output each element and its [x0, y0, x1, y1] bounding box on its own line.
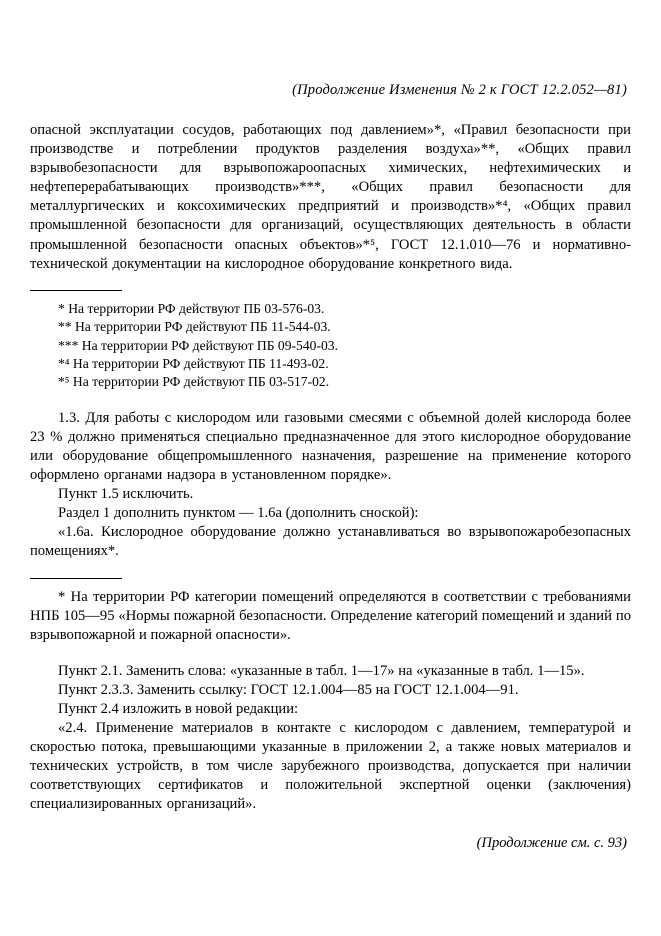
clause-1-3: 1.3. Для работы с кислородом или газовыми смесями с объемной долей кислорода более 23 % должно применяться специально предназначенное для этого кислородное оборудование или оборудование общепромышленного назначения, разрешение на применение которого оформлено органами надзора в установленном порядке».	[30, 409, 631, 484]
clause-2-3-3: Пункт 2.3.3. Заменить ссылку: ГОСТ 12.1.004—85 на ГОСТ 12.1.004—91.	[58, 681, 519, 698]
footnote-block-2	[30, 588, 631, 645]
footnote-item: * На территории РФ категории помещений определяются в соответствии с требованиями НПБ 105—95 «Нормы пожарной безопасности. Определение категорий помещений и зданий по взрывопожарной и пожарной опасности».	[30, 588, 631, 643]
document-footer: (Продолжение см. с. 93)	[476, 834, 627, 851]
clause-2-1: Пункт 2.1. Заменить слова: «указанные в табл. 1—17» на «указанные в табл. 1—15».	[58, 662, 585, 679]
footnote-separator-2	[30, 578, 122, 579]
footnote-item: *** На территории РФ действуют ПБ 09-540-03.	[58, 337, 338, 353]
clause-1-5: Пункт 1.5 исключить.	[58, 486, 194, 503]
footnote-separator-1	[30, 290, 122, 291]
document-header: (Продолжение Изменения № 2 к ГОСТ 12.2.052—81)	[292, 82, 627, 98]
footnote-list-1	[30, 300, 631, 392]
body-paragraph-top: опасной эксплуатации сосудов, работающих под давлением»*, «Правил безопасности при производстве и потреблении продуктов разделения воздуха»**, «Общих правил взрывобезопасности для взрывопожароопасных химических, нефтехимических и нефтеперерабатывающих производств»***, «Общих правил безопасности для металлургических и коксохимических предприятий и производств»*⁴, «Общих правил промышленной безопасности для организаций, осуществляющих деятельность в области промышленной безопасности опасных объектов»*⁵, ГОСТ 12.1.010—76 и нормативно-технической документации на кислородное оборудование конкретного вида.	[30, 122, 631, 272]
footnote-item: ** На территории РФ действуют ПБ 11-544-03.	[58, 319, 331, 335]
section-1-addition: Раздел 1 дополнить пунктом — 1.6а (дополнить сноской):	[58, 505, 419, 522]
footnote-item: *⁴ На территории РФ действуют ПБ 11-493-02.	[58, 355, 329, 371]
clause-2-4-intro: Пункт 2.4 изложить в новой редакции:	[58, 701, 299, 717]
footnote-item: * На территории РФ действуют ПБ 03-576-03.	[58, 300, 325, 316]
clause-1-6a: «1.6а. Кислородное оборудование должно устанавливаться во взрывопожаробезопасных помещениях*.	[30, 524, 631, 560]
page-content	[30, 82, 631, 852]
footnote-item: *⁵ На территории РФ действуют ПБ 03-517-02.	[58, 374, 330, 390]
clause-2-4: «2.4. Применение материалов в контакте с кислородом с давлением, температурой и скоростью потока, превышающими указанные в приложении 2, а также новых материалов и технических устройств, в том числе зарубежного производства, допускается при наличии соответствующих сертификатов и положительной экспертной оценки (заключения) специализированных организаций».	[30, 720, 631, 813]
